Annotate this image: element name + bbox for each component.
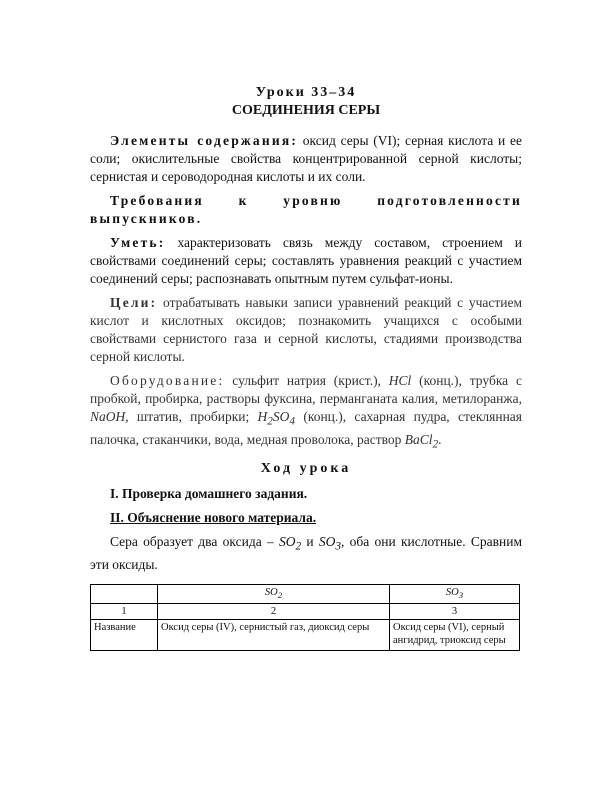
requirements-heading-line1: Требования к уровню подготовленности — [110, 193, 522, 208]
section-homework-check: I. Проверка домашнего задания. — [110, 486, 308, 502]
header-so3-main: SO — [445, 587, 459, 599]
skills-paragraph — [90, 234, 522, 288]
table-header-so2 — [158, 585, 390, 604]
table-header-row — [91, 585, 520, 604]
header-so3-sub: 3 — [458, 590, 464, 601]
skills-text: характеризовать связь между составом, строением и свойствами соединений серы; составлять уравнения реакций с участием соединений серы; распознавать опытным путем сульфат-ионы. — [90, 235, 522, 286]
equipment-text-5: . — [438, 431, 442, 447]
formula-so3-sub: 3 — [335, 541, 341, 554]
lesson-progress-heading: Ход урока — [260, 461, 352, 477]
table-col-number-3: 3 — [390, 604, 520, 620]
table-header-so3 — [390, 585, 520, 604]
table-col-number-1: 1 — [91, 604, 158, 620]
formula-h2so4 — [257, 409, 296, 428]
section-new-material: II. Объяснение нового материала. — [110, 510, 317, 526]
table-header-empty — [91, 585, 158, 604]
equipment-text-3: , штатив, пробирки; — [125, 409, 258, 424]
formula-h2so4-h: H — [257, 409, 268, 424]
content-elements-paragraph — [90, 132, 522, 186]
table-row-label: Название — [91, 620, 158, 651]
lesson-topic-title: СОЕДИНЕНИЯ СЕРЫ — [231, 103, 381, 118]
table-col-number-2: 2 — [158, 604, 390, 620]
formula-bacl2-sub: 2 — [432, 438, 439, 451]
formula-so2-main: SO — [278, 534, 296, 550]
formula-hcl: HCl — [388, 373, 412, 388]
content-elements-text: оксид серы (VI); серная кислота и ее соли; окислительные свойства концентрированной серной кислоты; сернистая и сероводородная кислоты и их соли. — [90, 133, 522, 184]
formula-bacl2 — [404, 431, 439, 451]
table-row-so2-name: Оксид серы (IV), сернистый газ, диоксид серы — [158, 620, 390, 651]
formula-so2-sub: 2 — [295, 541, 302, 554]
lesson-number-title: Уроки 33–34 — [255, 85, 357, 100]
intro-paragraph — [90, 533, 522, 574]
table-row — [91, 620, 520, 651]
intro-and: и — [301, 534, 319, 550]
skills-label: Уметь: — [110, 235, 166, 250]
equipment-label: Оборудование: — [110, 373, 225, 388]
formula-h2so4-so: SO — [272, 409, 290, 424]
header-so2-sub: 2 — [277, 590, 283, 601]
formula-h2so4-sub4: 4 — [289, 415, 296, 428]
intro-text-1: Сера образует два оксида – — [110, 534, 279, 550]
equipment-text-2: (конц.), трубка с пробкой, пробирка, растворы фуксина, перманганата калия, метилоранжа, — [90, 373, 522, 406]
goals-paragraph — [90, 294, 522, 366]
table-row-so3-name: Оксид серы (VI), серный ангидрид, триоксид серы — [390, 620, 520, 651]
table-number-row — [91, 604, 520, 620]
requirements-heading-line2: выпускников. — [90, 211, 203, 226]
intro-text-2: , оба они кислотные. Сравним эти оксиды. — [90, 534, 522, 573]
oxides-comparison-table — [90, 584, 520, 651]
formula-bacl2-main: BaCl — [404, 431, 433, 447]
content-elements-label: Элементы содержания: — [110, 133, 299, 148]
equipment-text-1: сульфит натрия (крист.), — [224, 373, 389, 388]
goals-label: Цели: — [110, 295, 158, 310]
header-so2-main: SO — [264, 587, 278, 599]
equipment-paragraph — [90, 372, 522, 453]
formula-so3 — [318, 534, 341, 554]
formula-so2 — [278, 534, 302, 554]
formula-so3-main: SO — [318, 534, 336, 550]
formula-naoh: NaOH — [90, 409, 126, 424]
formula-h2so4-sub2: 2 — [267, 415, 273, 428]
equipment-text-4: (конц.), сахарная пудра, стеклянная палочка, стаканчики, вода, медная проволока, раствор — [90, 409, 522, 447]
document-page — [90, 78, 522, 651]
goals-text: отрабатывать навыки записи уравнений реакций с участием кислот и кислотных оксидов; познакомить учащихся с особыми свойствами сернистого газа и серной кислоты, стадиями производства серной кислоты. — [90, 295, 522, 364]
